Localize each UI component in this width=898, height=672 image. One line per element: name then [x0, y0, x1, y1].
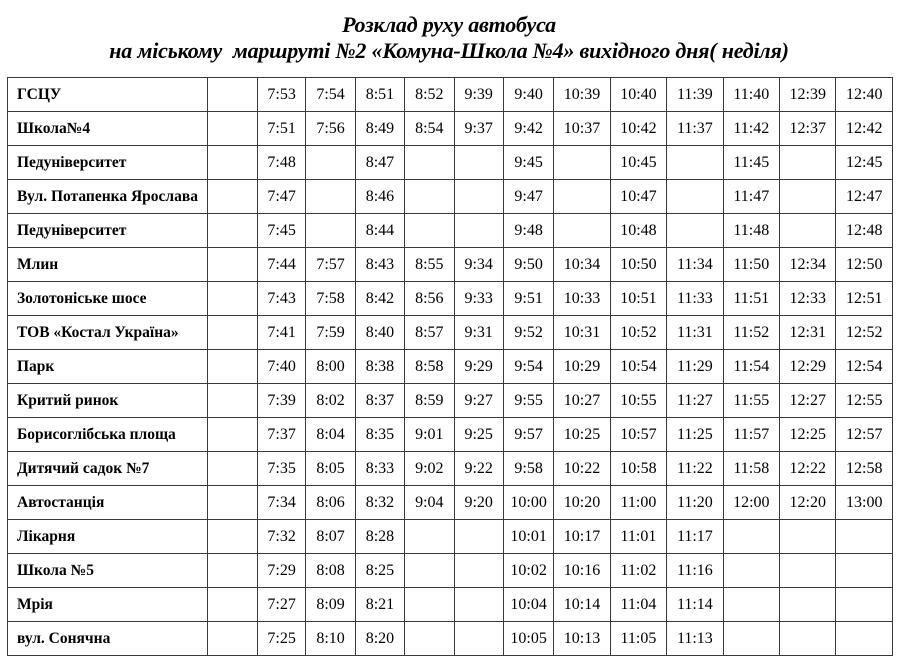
departure-time-cell: 9:22 [454, 452, 503, 486]
departure-time-cell: 12:40 [836, 78, 893, 112]
departure-time-cell: 10:52 [610, 316, 666, 350]
departure-time-cell: 10:57 [610, 418, 666, 452]
empty-cell [207, 316, 257, 350]
departure-time-cell: 8:00 [306, 350, 355, 384]
departure-time-cell: 12:25 [780, 418, 836, 452]
departure-time-cell: 8:42 [355, 282, 404, 316]
departure-time-cell: 8:40 [355, 316, 404, 350]
departure-time-cell: 12:27 [780, 384, 836, 418]
departure-time-cell: 12:22 [780, 452, 836, 486]
departure-time-cell: 7:34 [257, 486, 305, 520]
departure-time-cell: 10:54 [610, 350, 666, 384]
stop-name: Млин [8, 248, 208, 282]
departure-time-cell: 11:04 [610, 588, 666, 622]
empty-cell [207, 452, 257, 486]
departure-time-cell: 8:06 [306, 486, 355, 520]
departure-time-cell: 11:25 [667, 418, 723, 452]
table-row [8, 520, 893, 554]
departure-time-cell: 11:58 [723, 452, 779, 486]
departure-time-cell: 11:50 [723, 248, 779, 282]
departure-time-cell: 11:14 [667, 588, 723, 622]
departure-time-cell [554, 214, 610, 248]
stop-name: Парк [8, 350, 208, 384]
departure-time-cell: 12:50 [836, 248, 893, 282]
departure-time-cell [454, 214, 503, 248]
stop-name: Школа№4 [8, 112, 208, 146]
departure-time-cell: 8:33 [355, 452, 404, 486]
departure-time-cell: 7:54 [306, 78, 355, 112]
departure-time-cell: 8:20 [355, 622, 404, 656]
departure-time-cell: 11:16 [667, 554, 723, 588]
departure-time-cell: 12:47 [836, 180, 893, 214]
page-subtitle: на міському маршруті №2 «Комуна-Школа №4» вихідного дня( неділя) [109, 38, 789, 63]
departure-time-cell: 9:33 [454, 282, 503, 316]
departure-time-cell: 11:01 [610, 520, 666, 554]
stop-name: Критий ринок [8, 384, 208, 418]
departure-time-cell: 12:29 [780, 350, 836, 384]
departure-time-cell [306, 146, 355, 180]
page-title: Розклад руху автобуса [342, 12, 556, 37]
stop-name: Педуніверситет [8, 214, 208, 248]
table-row [8, 282, 893, 316]
departure-time-cell: 9:58 [503, 452, 553, 486]
stop-name: Дитячий садок №7 [8, 452, 208, 486]
departure-time-cell: 12:42 [836, 112, 893, 146]
departure-time-cell: 9:37 [454, 112, 503, 146]
departure-time-cell: 12:58 [836, 452, 893, 486]
departure-time-cell: 7:25 [257, 622, 305, 656]
departure-time-cell: 10:17 [554, 520, 610, 554]
departure-time-cell: 12:37 [780, 112, 836, 146]
departure-time-cell: 7:27 [257, 588, 305, 622]
departure-time-cell: 8:47 [355, 146, 404, 180]
departure-time-cell: 12:51 [836, 282, 893, 316]
departure-time-cell: 7:53 [257, 78, 305, 112]
departure-time-cell: 8:58 [405, 350, 454, 384]
departure-time-cell [454, 146, 503, 180]
departure-time-cell: 7:35 [257, 452, 305, 486]
departure-time-cell: 9:48 [503, 214, 553, 248]
departure-time-cell: 9:39 [454, 78, 503, 112]
departure-time-cell [306, 214, 355, 248]
departure-time-cell: 8:43 [355, 248, 404, 282]
departure-time-cell: 8:44 [355, 214, 404, 248]
departure-time-cell: 7:45 [257, 214, 305, 248]
departure-time-cell [405, 588, 454, 622]
departure-time-cell: 8:49 [355, 112, 404, 146]
departure-time-cell: 7:51 [257, 112, 305, 146]
stop-name: ТОВ «Костал Україна» [8, 316, 208, 350]
departure-time-cell: 11:47 [723, 180, 779, 214]
departure-time-cell: 10:39 [554, 78, 610, 112]
departure-time-cell: 13:00 [836, 486, 893, 520]
departure-time-cell [780, 146, 836, 180]
departure-time-cell: 10:01 [503, 520, 553, 554]
departure-time-cell [405, 622, 454, 656]
departure-time-cell: 9:54 [503, 350, 553, 384]
departure-time-cell: 8:08 [306, 554, 355, 588]
departure-time-cell: 10:50 [610, 248, 666, 282]
departure-time-cell: 9:20 [454, 486, 503, 520]
departure-time-cell: 8:28 [355, 520, 404, 554]
stop-name: вул. Сонячна [8, 622, 208, 656]
table-row [8, 112, 893, 146]
departure-time-cell: 12:52 [836, 316, 893, 350]
departure-time-cell: 8:57 [405, 316, 454, 350]
stop-name: Автостанція [8, 486, 208, 520]
departure-time-cell: 7:48 [257, 146, 305, 180]
departure-time-cell: 8:35 [355, 418, 404, 452]
departure-time-cell [780, 554, 836, 588]
departure-time-cell: 9:45 [503, 146, 553, 180]
departure-time-cell: 10:02 [503, 554, 553, 588]
empty-cell [207, 180, 257, 214]
departure-time-cell: 11:02 [610, 554, 666, 588]
departure-time-cell: 10:51 [610, 282, 666, 316]
table-row [8, 146, 893, 180]
departure-time-cell [454, 588, 503, 622]
departure-time-cell [454, 554, 503, 588]
table-row [8, 622, 893, 656]
departure-time-cell: 8:07 [306, 520, 355, 554]
departure-time-cell: 11:37 [667, 112, 723, 146]
departure-time-cell: 11:34 [667, 248, 723, 282]
departure-time-cell: 11:52 [723, 316, 779, 350]
departure-time-cell: 8:37 [355, 384, 404, 418]
departure-time-cell: 10:27 [554, 384, 610, 418]
departure-time-cell: 8:54 [405, 112, 454, 146]
departure-time-cell [780, 180, 836, 214]
table-row [8, 486, 893, 520]
departure-time-cell: 10:29 [554, 350, 610, 384]
departure-time-cell: 7:59 [306, 316, 355, 350]
departure-time-cell: 11:13 [667, 622, 723, 656]
schedule-table [7, 77, 893, 656]
departure-time-cell: 12:31 [780, 316, 836, 350]
departure-time-cell: 8:10 [306, 622, 355, 656]
departure-time-cell: 12:48 [836, 214, 893, 248]
departure-time-cell: 7:56 [306, 112, 355, 146]
departure-time-cell: 11:55 [723, 384, 779, 418]
departure-time-cell: 9:55 [503, 384, 553, 418]
departure-time-cell: 8:38 [355, 350, 404, 384]
empty-cell [207, 418, 257, 452]
departure-time-cell: 10:25 [554, 418, 610, 452]
departure-time-cell: 11:22 [667, 452, 723, 486]
stop-name: Золотоніське шосе [8, 282, 208, 316]
departure-time-cell: 11:29 [667, 350, 723, 384]
empty-cell [207, 78, 257, 112]
table-row [8, 554, 893, 588]
departure-time-cell: 10:22 [554, 452, 610, 486]
departure-time-cell: 10:31 [554, 316, 610, 350]
departure-time-cell: 12:57 [836, 418, 893, 452]
departure-time-cell: 11:42 [723, 112, 779, 146]
departure-time-cell: 11:57 [723, 418, 779, 452]
departure-time-cell: 9:50 [503, 248, 553, 282]
departure-time-cell: 11:45 [723, 146, 779, 180]
departure-time-cell: 8:21 [355, 588, 404, 622]
empty-cell [207, 384, 257, 418]
departure-time-cell: 7:47 [257, 180, 305, 214]
departure-time-cell: 7:43 [257, 282, 305, 316]
departure-time-cell: 10:16 [554, 554, 610, 588]
departure-time-cell: 11:48 [723, 214, 779, 248]
departure-time-cell [554, 180, 610, 214]
departure-time-cell: 9:31 [454, 316, 503, 350]
departure-time-cell: 11:05 [610, 622, 666, 656]
table-row [8, 180, 893, 214]
departure-time-cell: 7:41 [257, 316, 305, 350]
table-row [8, 452, 893, 486]
departure-time-cell: 12:34 [780, 248, 836, 282]
departure-time-cell: 10:00 [503, 486, 553, 520]
table-row [8, 418, 893, 452]
departure-time-cell: 10:40 [610, 78, 666, 112]
departure-time-cell: 12:33 [780, 282, 836, 316]
departure-time-cell: 9:27 [454, 384, 503, 418]
departure-time-cell [780, 622, 836, 656]
departure-time-cell: 10:42 [610, 112, 666, 146]
departure-time-cell: 8:02 [306, 384, 355, 418]
departure-time-cell: 8:59 [405, 384, 454, 418]
departure-time-cell: 8:25 [355, 554, 404, 588]
departure-time-cell [780, 214, 836, 248]
departure-time-cell: 11:27 [667, 384, 723, 418]
departure-time-cell [405, 214, 454, 248]
departure-time-cell: 11:39 [667, 78, 723, 112]
departure-time-cell [405, 180, 454, 214]
empty-cell [207, 486, 257, 520]
departure-time-cell: 8:56 [405, 282, 454, 316]
stop-name: Лікарня [8, 520, 208, 554]
departure-time-cell [836, 622, 893, 656]
departure-time-cell: 7:57 [306, 248, 355, 282]
departure-time-cell: 9:02 [405, 452, 454, 486]
departure-time-cell: 9:42 [503, 112, 553, 146]
departure-time-cell: 9:47 [503, 180, 553, 214]
departure-time-cell: 7:39 [257, 384, 305, 418]
departure-time-cell: 8:51 [355, 78, 404, 112]
empty-cell [207, 146, 257, 180]
empty-cell [207, 350, 257, 384]
departure-time-cell [723, 622, 779, 656]
departure-time-cell: 11:51 [723, 282, 779, 316]
table-row [8, 78, 893, 112]
stop-name: ГСЦУ [8, 78, 208, 112]
departure-time-cell: 7:32 [257, 520, 305, 554]
departure-time-cell [667, 146, 723, 180]
stop-name: Мрія [8, 588, 208, 622]
departure-time-cell: 10:55 [610, 384, 666, 418]
departure-time-cell: 8:05 [306, 452, 355, 486]
departure-time-cell: 9:51 [503, 282, 553, 316]
departure-time-cell: 11:17 [667, 520, 723, 554]
departure-time-cell: 9:40 [503, 78, 553, 112]
departure-time-cell [454, 520, 503, 554]
departure-time-cell: 11:54 [723, 350, 779, 384]
departure-time-cell: 8:04 [306, 418, 355, 452]
empty-cell [207, 520, 257, 554]
departure-time-cell: 11:00 [610, 486, 666, 520]
table-row [8, 248, 893, 282]
empty-cell [207, 214, 257, 248]
empty-cell [207, 248, 257, 282]
departure-time-cell: 7:37 [257, 418, 305, 452]
departure-time-cell: 10:20 [554, 486, 610, 520]
departure-time-cell [836, 520, 893, 554]
table-row [8, 384, 893, 418]
departure-time-cell: 8:55 [405, 248, 454, 282]
departure-time-cell: 12:00 [723, 486, 779, 520]
departure-time-cell: 12:39 [780, 78, 836, 112]
stop-name: Школа №5 [8, 554, 208, 588]
departure-time-cell: 11:20 [667, 486, 723, 520]
departure-time-cell: 12:55 [836, 384, 893, 418]
departure-time-cell: 7:40 [257, 350, 305, 384]
departure-time-cell: 10:34 [554, 248, 610, 282]
departure-time-cell: 11:31 [667, 316, 723, 350]
empty-cell [207, 112, 257, 146]
departure-time-cell: 10:37 [554, 112, 610, 146]
table-row [8, 588, 893, 622]
departure-time-cell [723, 520, 779, 554]
departure-time-cell: 9:01 [405, 418, 454, 452]
departure-time-cell: 10:47 [610, 180, 666, 214]
departure-time-cell: 12:54 [836, 350, 893, 384]
departure-time-cell: 8:32 [355, 486, 404, 520]
table-row [8, 350, 893, 384]
departure-time-cell: 9:25 [454, 418, 503, 452]
departure-time-cell: 8:46 [355, 180, 404, 214]
departure-time-cell [667, 214, 723, 248]
departure-time-cell: 10:45 [610, 146, 666, 180]
departure-time-cell [723, 588, 779, 622]
departure-time-cell [454, 622, 503, 656]
departure-time-cell: 8:52 [405, 78, 454, 112]
departure-time-cell [306, 180, 355, 214]
departure-time-cell: 10:58 [610, 452, 666, 486]
departure-time-cell [780, 588, 836, 622]
departure-time-cell [454, 180, 503, 214]
departure-time-cell [723, 554, 779, 588]
departure-time-cell [405, 146, 454, 180]
departure-time-cell: 10:33 [554, 282, 610, 316]
empty-cell [207, 282, 257, 316]
departure-time-cell: 9:29 [454, 350, 503, 384]
departure-time-cell: 10:14 [554, 588, 610, 622]
departure-time-cell [405, 520, 454, 554]
stop-name: Педуніверситет [8, 146, 208, 180]
departure-time-cell: 9:57 [503, 418, 553, 452]
departure-time-cell: 10:13 [554, 622, 610, 656]
departure-time-cell [836, 588, 893, 622]
departure-time-cell [667, 180, 723, 214]
stop-name: Борисоглібська площа [8, 418, 208, 452]
departure-time-cell [405, 554, 454, 588]
schedule-body [8, 78, 893, 656]
departure-time-cell [554, 146, 610, 180]
table-row [8, 316, 893, 350]
empty-cell [207, 554, 257, 588]
departure-time-cell: 11:33 [667, 282, 723, 316]
departure-time-cell: 7:58 [306, 282, 355, 316]
departure-time-cell: 12:20 [780, 486, 836, 520]
stop-name: Вул. Потапенка Ярослава [8, 180, 208, 214]
departure-time-cell: 10:05 [503, 622, 553, 656]
empty-cell [207, 622, 257, 656]
departure-time-cell [836, 554, 893, 588]
departure-time-cell: 7:44 [257, 248, 305, 282]
departure-time-cell: 10:48 [610, 214, 666, 248]
departure-time-cell: 9:34 [454, 248, 503, 282]
departure-time-cell [780, 520, 836, 554]
empty-cell [207, 588, 257, 622]
departure-time-cell: 11:40 [723, 78, 779, 112]
departure-time-cell: 8:09 [306, 588, 355, 622]
departure-time-cell: 9:52 [503, 316, 553, 350]
departure-time-cell: 7:29 [257, 554, 305, 588]
departure-time-cell: 10:04 [503, 588, 553, 622]
table-row [8, 214, 893, 248]
departure-time-cell: 12:45 [836, 146, 893, 180]
departure-time-cell: 9:04 [405, 486, 454, 520]
